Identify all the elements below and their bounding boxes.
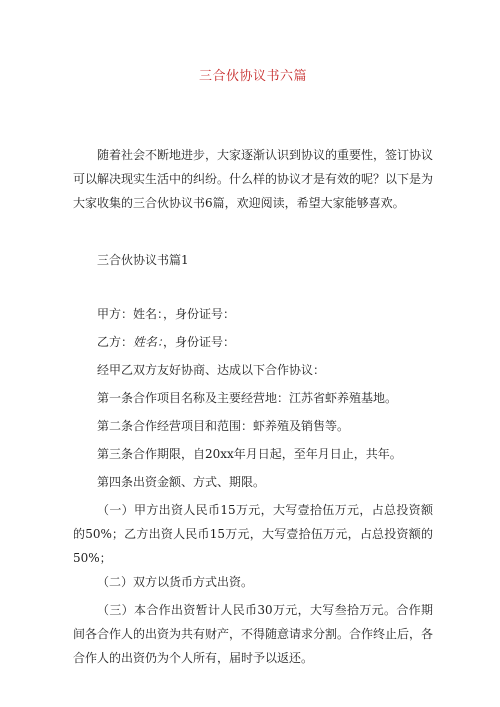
intro-paragraph: 随着社会不断地进步，大家逐渐认识到协议的重要性，签订协议可以解决现实生活中的纠纷。什么样的协议才是有效的呢？以下是为大家收集的三合伙协议书6篇，欢迎阅读，希望大家能够喜欢。 xyxy=(73,148,434,210)
party-b-name-label: 姓名： xyxy=(133,335,164,349)
clause-4-item-1: （一）甲方出资人民币15万元，大写壹拾伍万元，占总投资额的50%；乙方出资人民币15万元，大写壹拾伍万元，占总投资额的50%； xyxy=(73,503,433,565)
clause-1: 第一条合作项目名称及主要经营地：江苏省虾养殖基地。 xyxy=(97,391,398,405)
agreement-clauses xyxy=(73,302,433,670)
document-title: 三合伙协议书六篇 xyxy=(198,69,307,84)
clause-4-item-2: （二）双方以货币方式出资。 xyxy=(97,575,254,589)
clause-2: 第二条合作经营项目和范围：虾养殖及销售等。 xyxy=(97,419,350,433)
party-b-line xyxy=(73,330,433,354)
section-heading: 三合伙协议书篇1 xyxy=(97,253,189,267)
agreement-intro-line: 经甲乙双方友好协商、达成以下合作协议： xyxy=(97,363,326,377)
party-a-line: 甲方：姓名：，身份证号： xyxy=(97,307,236,321)
clause-4: 第四条出资金额、方式、期限。 xyxy=(97,475,266,489)
clause-3: 第三条合作期限，自20xx年月日起，至年月日止，共年。 xyxy=(97,447,402,461)
party-b-id-label: ，身份证号： xyxy=(163,335,236,349)
clause-4-item-3: （三）本合作出资暂计人民币30万元，大写叁拾万元。合作期间各合作人的出资为共有财产，不得随意请求分割。合作终止后，各合作人的出资仍为个人所有，届时予以返还。 xyxy=(73,603,434,665)
party-b-prefix: 乙方： xyxy=(97,335,134,349)
